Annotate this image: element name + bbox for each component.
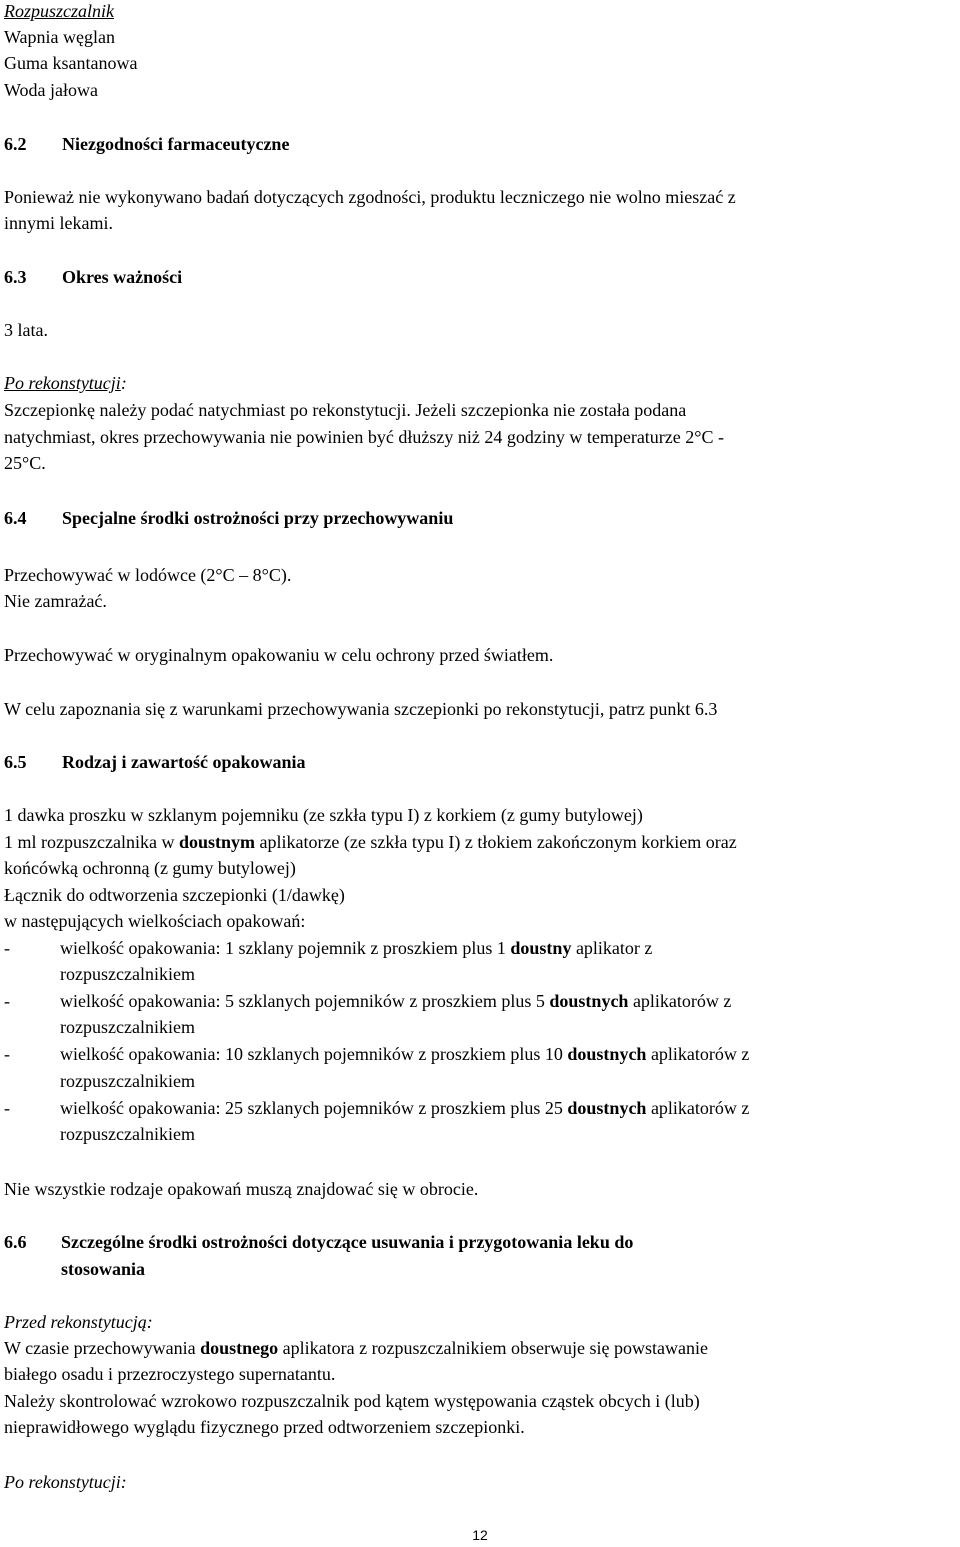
paragraph-line: 1 ml rozpuszczalnika w doustnym aplikatorze (ze szkła typu I) z tłokiem zakończonym korkiem oraz bbox=[4, 832, 737, 852]
after-reconstitution-label: Po rekonstytucji: bbox=[4, 1472, 127, 1492]
paragraph-line: 25°C. bbox=[4, 453, 46, 473]
excipient-item: Guma ksantanowa bbox=[4, 53, 138, 73]
section-title: Rodzaj i zawartość opakowania bbox=[62, 752, 306, 772]
paragraph-line: Należy skontrolować wzrokowo rozpuszczalnik pod kątem występowania cząstek obcych i (lub) bbox=[4, 1391, 700, 1411]
section-title-continuation: stosowania bbox=[61, 1259, 146, 1279]
paragraph-line: natychmiast, okres przechowywania nie powinien być dłuższy niż 24 godziny w temperaturze 2°C - bbox=[4, 427, 724, 447]
paragraph-line: Przechowywać w oryginalnym opakowaniu w celu ochrony przed światłem. bbox=[4, 645, 554, 665]
section-title: Specjalne środki ostrożności przy przechowywaniu bbox=[62, 508, 454, 528]
section-number: 6.2 bbox=[4, 134, 27, 154]
paragraph-line: Szczepionkę należy podać natychmiast po rekonstytucji. Jeżeli szczepionka nie została podana bbox=[4, 400, 687, 420]
paragraph-line: W czasie przechowywania doustnego aplikatora z rozpuszczalnikiem obserwuje się powstawanie bbox=[4, 1338, 708, 1358]
section-6-2-heading bbox=[4, 131, 289, 157]
paragraph-line: Ponieważ nie wykonywano badań dotyczących zgodności, produktu leczniczego nie wolno mieszać z bbox=[4, 187, 736, 207]
section-title: Szczególne środki ostrożności dotyczące usuwania i przygotowania leku do bbox=[61, 1232, 634, 1252]
paragraph-line: innymi lekami. bbox=[4, 213, 113, 233]
solvent-heading: Rozpuszczalnik bbox=[4, 1, 114, 21]
paragraph-line: końcówką ochronną (z gumy butylowej) bbox=[4, 858, 296, 878]
section-6-4-heading bbox=[4, 505, 453, 531]
section-6-6-heading bbox=[4, 1229, 633, 1255]
paragraph-line: 1 dawka proszku w szklanym pojemniku (ze szkła typu I) z korkiem (z gumy butylowej) bbox=[4, 805, 643, 825]
section-number: 6.4 bbox=[4, 508, 27, 528]
section-number: 6.5 bbox=[4, 752, 27, 772]
before-reconstitution-label: Przed rekonstytucją: bbox=[4, 1312, 153, 1332]
paragraph-line: W celu zapoznania się z warunkami przechowywania szczepionki po rekonstytucji, patrz punkt 6.3 bbox=[4, 699, 718, 719]
shelf-life-text: 3 lata. bbox=[4, 320, 48, 340]
after-reconstitution-label: Po rekonstytucji: bbox=[4, 373, 127, 393]
section-6-5-heading bbox=[4, 749, 306, 775]
section-title: Niezgodności farmaceutyczne bbox=[62, 134, 290, 154]
excipient-item: Woda jałowa bbox=[4, 80, 99, 100]
section-number: 6.3 bbox=[4, 267, 27, 287]
page-number: 12 bbox=[472, 1527, 488, 1543]
paragraph-line: nieprawidłowego wyglądu fizycznego przed odtworzeniem szczepionki. bbox=[4, 1417, 525, 1437]
paragraph-line: Przechowywać w lodówce (2°C – 8°C). bbox=[4, 565, 292, 585]
excipient-item: Wapnia węglan bbox=[4, 27, 116, 47]
section-6-3-heading bbox=[4, 264, 182, 290]
section-title: Okres ważności bbox=[62, 267, 183, 287]
paragraph-line: białego osadu i przezroczystego supernatantu. bbox=[4, 1364, 336, 1384]
section-number: 6.6 bbox=[4, 1232, 27, 1252]
paragraph-line: Nie wszystkie rodzaje opakowań muszą znajdować się w obrocie. bbox=[4, 1179, 479, 1199]
paragraph-line: w następujących wielkościach opakowań: bbox=[4, 911, 306, 931]
paragraph-line: Łącznik do odtworzenia szczepionki (1/dawkę) bbox=[4, 885, 345, 905]
paragraph-line: Nie zamrażać. bbox=[4, 591, 107, 611]
